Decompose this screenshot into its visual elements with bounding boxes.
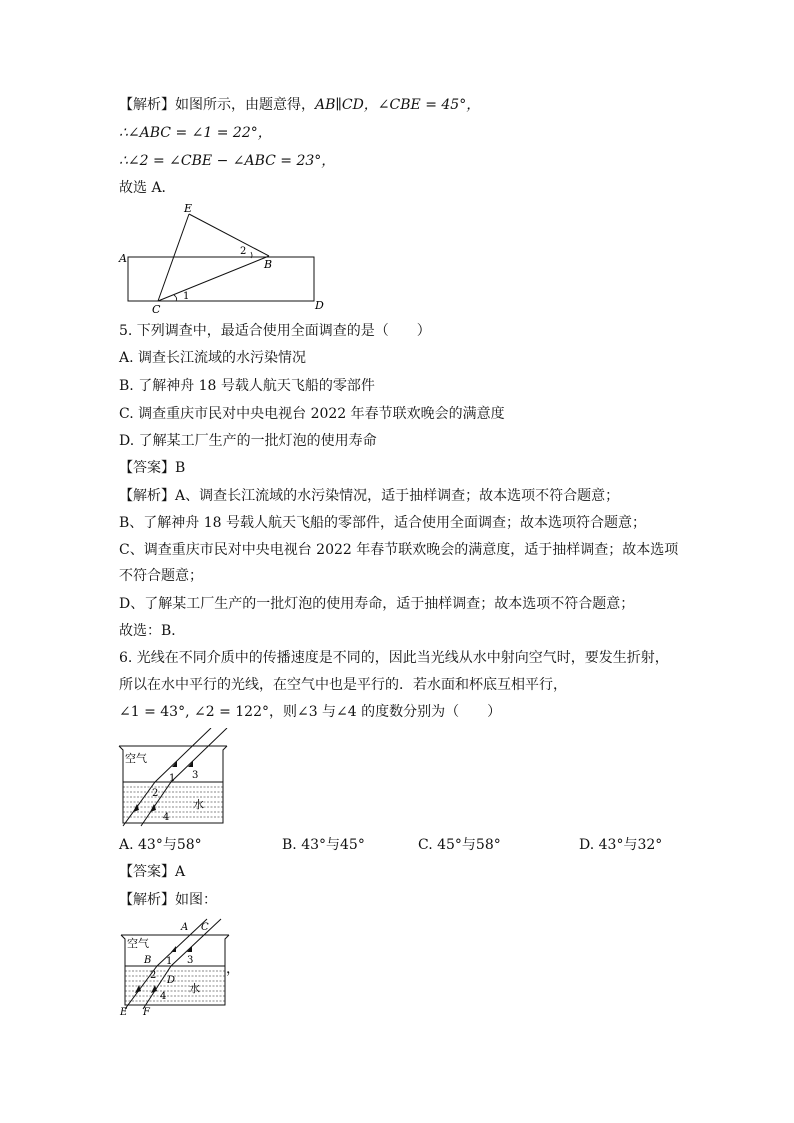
p4-label-d: D xyxy=(315,299,324,312)
q6-fig2-label-e: E xyxy=(120,1007,128,1018)
q6-beaker-figure-annotated xyxy=(115,915,240,1020)
q5-option-a: A. 调查长江流域的水污染情况 xyxy=(119,350,307,366)
q6-fig2-water-label: 水 xyxy=(189,982,200,995)
q6-answer: 【答案】A xyxy=(119,864,186,880)
q6-fig2-angle3: 3 xyxy=(187,955,194,966)
q6-analysis-trailing-comma: ， xyxy=(226,961,240,977)
q6-stem-line1: 6. 光线在不同介质中的传播速度是不同的，因此当光线从水中射向空气时，要发生折射， xyxy=(119,650,669,666)
q6-fig1-water-label: 水 xyxy=(193,798,204,811)
p4-analysis-line4: 故选 A． xyxy=(119,180,176,196)
q6-stem-line3: ∠1 = 43°, ∠2 = 122°，则∠3 与∠4 的度数分别为（ ） xyxy=(119,704,502,720)
q5-analysis-line2: B、了解神舟 18 号载人航天飞船的零部件，适合使用全面调查；故本选项符合题意； xyxy=(119,515,647,531)
q6-fig1-angle2: 2 xyxy=(152,788,159,799)
q6-beaker-figure xyxy=(115,728,240,828)
p4-analysis-prefix: 【解析】如图所示，由题意得， xyxy=(119,97,315,113)
q6-option-c: C. 45°与58° xyxy=(418,837,501,853)
p4-analysis-math: AB∥CD，∠CBE = 45°， xyxy=(315,97,481,113)
p4-analysis-line3: ∴∠2 = ∠CBE − ∠ABC = 23°， xyxy=(119,153,336,169)
q5-option-c: C. 调查重庆市民对中央电视台 2022 年春节联欢晚会的满意度 xyxy=(119,406,505,422)
q6-fig2-angle2: 2 xyxy=(150,970,157,981)
p4-label-b: B xyxy=(264,258,273,271)
p4-geometry-figure xyxy=(112,200,342,320)
p4-label-e: E xyxy=(184,202,193,215)
p4-label-c: C xyxy=(152,303,161,316)
q6-fig2-label-a: A xyxy=(181,922,189,933)
q6-fig1-angle1: 1 xyxy=(169,773,176,784)
q6-fig2-angle4: 4 xyxy=(160,991,167,1002)
q5-analysis-line4: 不符合题意； xyxy=(119,568,203,584)
q6-fig2-label-c: C xyxy=(201,922,209,933)
q6-option-a: A. 43°与58° xyxy=(119,837,202,853)
q6-fig1-air-label: 空气 xyxy=(125,752,147,765)
q5-analysis-line3: C、调查重庆市民对中央电视台 2022 年春节联欢晚会的满意度，适于抽样调查；故本选项 xyxy=(119,542,679,558)
q6-analysis-intro: 【解析】如图： xyxy=(119,892,217,908)
q6-option-b: B. 43°与45° xyxy=(282,837,365,853)
q6-fig2-angle1: 1 xyxy=(166,956,173,967)
q5-stem: 5. 下列调查中，最适合使用全面调查的是（ ） xyxy=(119,323,431,339)
q6-fig2-label-f: F xyxy=(143,1007,150,1018)
q5-analysis-line6: 故选：B． xyxy=(119,623,186,639)
q5-analysis-line1: 【解析】A、调查长江流域的水污染情况，适于抽样调查；故本选项不符合题意； xyxy=(119,488,620,504)
q6-fig2-air-label: 空气 xyxy=(127,937,149,950)
p4-analysis-line2: ∴∠ABC = ∠1 = 22°， xyxy=(119,125,272,141)
q6-stem-line2: 所以在水中平行的光线，在空气中也是平行的．若水面和杯底互相平行， xyxy=(119,677,567,693)
p4-analysis-line1 xyxy=(119,96,480,114)
q6-fig2-label-d: D xyxy=(167,975,176,986)
p4-label-angle1: 1 xyxy=(183,291,190,302)
p4-label-angle2: 2 xyxy=(240,246,247,257)
q5-analysis-line5: D、了解某工厂生产的一批灯泡的使用寿命，适于抽样调查；故本选项不符合题意； xyxy=(119,596,635,612)
p4-label-a: A xyxy=(119,252,127,265)
q6-fig1-angle4: 4 xyxy=(163,812,170,823)
q6-fig1-angle3: 3 xyxy=(192,770,199,781)
q6-option-d: D. 43°与32° xyxy=(579,837,663,853)
q6-fig2-label-b: B xyxy=(144,955,152,966)
q5-option-b: B. 了解神舟 18 号载人航天飞船的零部件 xyxy=(119,378,375,394)
q5-answer: 【答案】B xyxy=(119,460,186,476)
q5-option-d: D. 了解某工厂生产的一批灯泡的使用寿命 xyxy=(119,433,377,449)
